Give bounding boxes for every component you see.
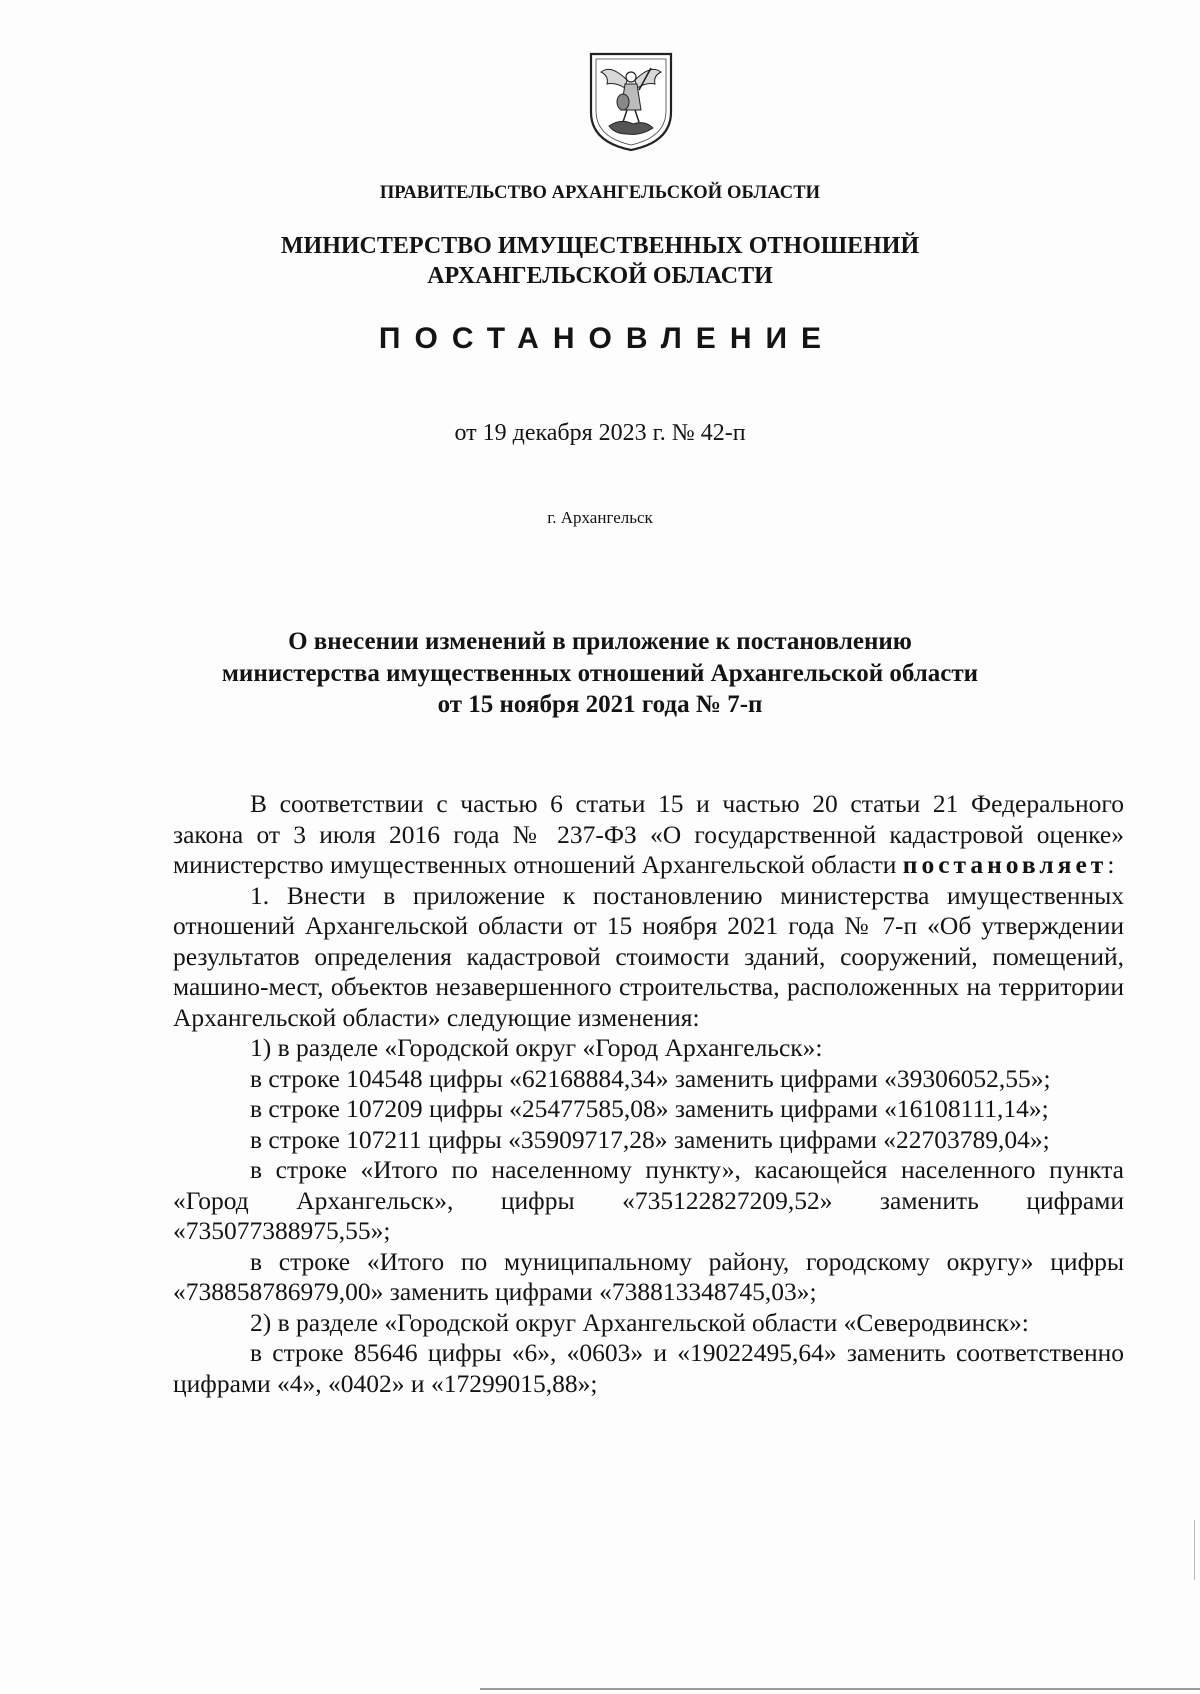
body-paragraph-row-85646: в строке 85646 цифры «6», «0603» и «19022495,64» заменить соответственно цифрами «4», «0402» и «17299015,88»;: [173, 1338, 1124, 1398]
body-paragraph-row-104548: в строке 104548 цифры «62168884,34» заменить цифрами «39306052,55»;: [250, 1063, 1051, 1093]
document-type: ПОСТАНОВЛЕНИЕ: [378, 322, 836, 355]
document-body: [173, 789, 1124, 1399]
body-paragraph-section-arkhangelsk: 1) в разделе «Городской округ «Город Архангельск»:: [250, 1033, 823, 1062]
preamble-colon: :: [1107, 850, 1115, 879]
government-name: ПРАВИТЕЛЬСТВО АРХАНГЕЛЬСКОЙ ОБЛАСТИ: [379, 183, 821, 203]
document-date-number: от 19 декабря 2023 г. № 42-п: [454, 420, 746, 446]
preamble-resolves: постановляет: [902, 850, 1108, 879]
ministry-name-line2: АРХАНГЕЛЬСКОЙ ОБЛАСТИ: [427, 263, 773, 289]
coat-of-arms-emblem: [587, 50, 675, 154]
body-paragraph-total-district: в строке «Итого по муниципальному району, городскому округу» цифры «738858786979,00» заменить цифрами «738813348745,03»;: [173, 1246, 1124, 1306]
body-paragraph-row-107209: в строке 107209 цифры «25477585,08» заменить цифрами «16108111,14»;: [250, 1094, 1049, 1123]
ministry-name-line1: МИНИСТЕРСТВО ИМУЩЕСТВЕННЫХ ОТНОШЕНИЙ: [280, 233, 920, 259]
body-paragraph-total-settlement: в строке «Итого по населенному пункту», касающейся населенного пункта «Город Архангельск», цифры «735122827209,52» заменить цифрами «735077388975,55»;: [173, 1155, 1124, 1245]
document-city: г. Архангельск: [547, 508, 653, 527]
body-paragraph-row-107211: в строке 107211 цифры «35909717,28» заменить цифрами «22703789,04»;: [250, 1124, 1050, 1154]
body-paragraph-section-severodvinsk: 2) в разделе «Городской округ Архангельской области «Северодвинск»:: [250, 1307, 1029, 1337]
subject-line1: О внесении изменений в приложение к постановлению: [288, 628, 912, 655]
subject-line2: министерства имущественных отношений Архангельской области: [221, 659, 979, 687]
scan-bottom-edge: [480, 1688, 1200, 1690]
body-paragraph-item-1: 1. Внести в приложение к постановлению министерства имущественных отношений Архангельской области от 15 ноября 2021 года № 7-п «Об утверждении результатов определения кадастровой стоимости зданий, сооружений, помещений, машино-мест, объектов незавершенного строительства, расположенных на территории Архангельской области» следующие изменения:: [173, 880, 1124, 1032]
preamble-text: В соответствии с частью 6 статьи 15 и частью 20 статьи 21 Федерального закона от 3 июля 2016 года № 237-ФЗ «О государственной кадастровой оценке» министерство имущественных отношений Архангельской области: [173, 789, 1124, 879]
ministry-name: [0, 231, 1200, 291]
subject-line3: от 15 ноября 2021 года № 7-п: [437, 691, 763, 718]
scan-margin-mark: [1194, 1520, 1195, 1580]
body-paragraph-preamble: [173, 789, 1124, 881]
document-subject: [0, 626, 1200, 721]
